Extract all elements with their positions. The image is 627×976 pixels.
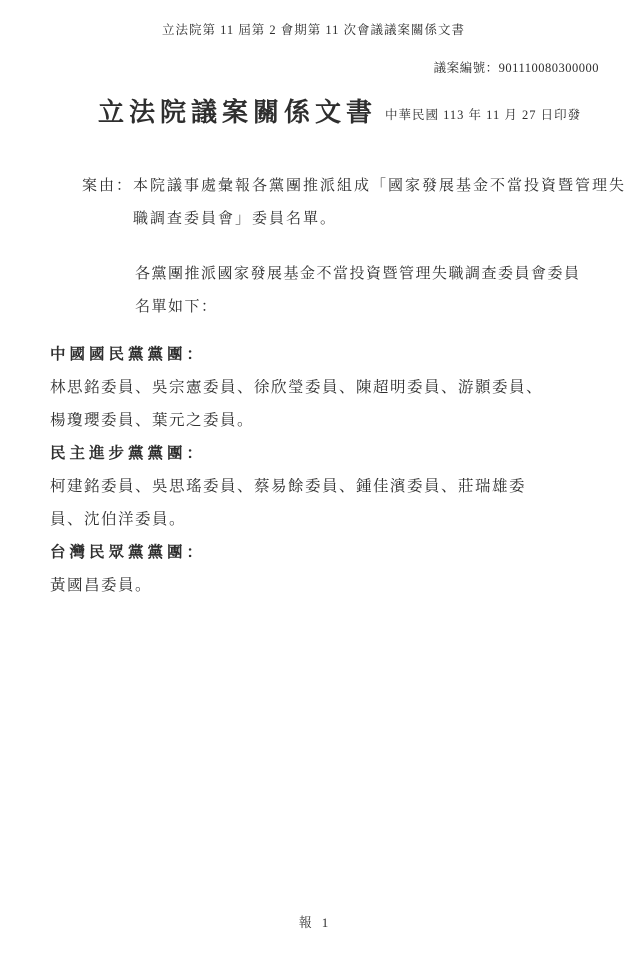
doc-number-line bbox=[434, 58, 599, 76]
session-header: 立法院第 11 屆第 2 會期第 11 次會議議案關係文書 bbox=[161, 23, 466, 37]
party-sections bbox=[50, 338, 580, 602]
party-section-tpp bbox=[50, 536, 580, 602]
footer-page-number: 1 bbox=[321, 915, 329, 930]
print-date: 中華民國 113 年 11 月 27 日印發 bbox=[385, 107, 582, 122]
doc-number-label: 議案編號： bbox=[433, 61, 499, 75]
party-header-kmt: 中國國民黨黨團： bbox=[50, 346, 207, 363]
party-section-kmt bbox=[50, 338, 580, 437]
title-row bbox=[98, 92, 581, 129]
party-section-dpp bbox=[50, 437, 580, 536]
party-members-kmt: 林思銘委員、吳宗憲委員、徐欣瑩委員、陳超明委員、游顥委員、楊瓊瓔委員、葉元之委員。 bbox=[50, 379, 544, 429]
party-header-dpp: 民主進步黨黨團： bbox=[50, 445, 207, 462]
party-members-dpp: 柯建銘委員、吳思瑤委員、蔡易餘委員、鍾佳濱委員、莊瑞雄委員、沈伯洋委員。 bbox=[50, 478, 527, 528]
document-title: 立法院議案關係文書 bbox=[98, 98, 378, 127]
footer-page-label: 報 bbox=[298, 915, 312, 930]
case-text: 本院議事處彙報各黨團推派組成「國家發展基金不當投資暨管理失職調查委員會」委員名單。 bbox=[133, 178, 627, 227]
doc-number-value: 901110080300000 bbox=[498, 61, 599, 75]
party-members-tpp: 黃國昌委員。 bbox=[50, 577, 153, 594]
party-header-tpp: 台灣民眾黨黨團： bbox=[50, 544, 207, 561]
page-footer bbox=[0, 912, 627, 931]
body-intro: 各黨團推派國家發展基金不當投資暨管理失職調查委員會委員名單如下： bbox=[135, 266, 581, 315]
case-label: 案由： bbox=[82, 178, 134, 194]
case-summary bbox=[82, 170, 627, 236]
